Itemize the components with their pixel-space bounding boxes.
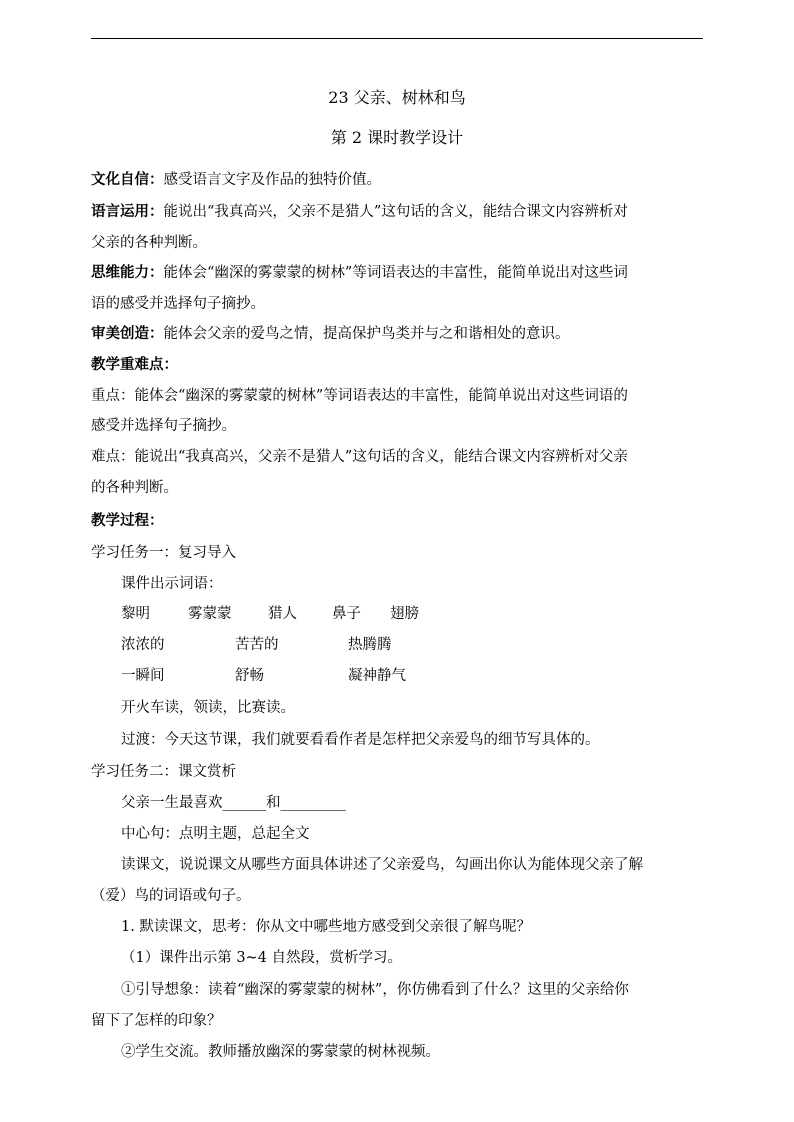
goal-thinking-cont: 语的感受并选择句子摘抄。 bbox=[91, 296, 265, 312]
word: 舒畅 bbox=[235, 668, 264, 684]
task1-title: 学习任务一：复习导入 bbox=[91, 545, 236, 561]
task2-title: 学习任务二：课文赏析 bbox=[91, 764, 236, 780]
goal-aesthetic bbox=[91, 324, 711, 344]
goal-culture bbox=[91, 170, 711, 190]
guide-line1: ①引导想象：读着“幽深的雾蒙蒙的树林”，你仿佛看到了什么？这里的父亲给你 bbox=[121, 982, 629, 998]
word: 猎人 bbox=[268, 606, 297, 622]
document-title: 23 父亲、树林和鸟 bbox=[328, 88, 466, 107]
goal-language bbox=[91, 202, 711, 222]
task2-read-line1: 读课文，说说课文从哪些方面具体讲述了父亲爱鸟，勾画出你认为能体现父亲了解 bbox=[121, 857, 643, 873]
guide-line2: 留下了怎样的印象？ bbox=[91, 1013, 222, 1029]
difficult-point-line1: 难点：能说出“我真高兴，父亲不是猎人”这句话的含义，能结合课文内容辨析对父亲 bbox=[91, 449, 628, 465]
word: 鼻子 bbox=[332, 606, 361, 622]
word: 黎明 bbox=[121, 606, 150, 622]
word: 热腾腾 bbox=[348, 637, 392, 653]
goal-text: 能体会“幽深的雾蒙蒙的树林”等词语表达的丰富性，能简单说出对这些词 bbox=[163, 265, 628, 281]
goal-label: 思维能力： bbox=[91, 264, 164, 281]
header-rule bbox=[91, 38, 703, 39]
word: 翅膀 bbox=[390, 606, 419, 622]
question-1: 1. 默读课文，思考：你从文中哪些地方感受到父亲很了解鸟呢？ bbox=[121, 919, 531, 935]
goal-text: 能体会父亲的爱鸟之情，提高保护鸟类并与之和谐相处的意识。 bbox=[163, 326, 570, 342]
goal-label: 文化自信： bbox=[91, 171, 164, 188]
goal-label: 审美创造： bbox=[91, 325, 164, 342]
key-heading: 教学重难点： bbox=[91, 356, 178, 373]
key-point-line2: 感受并选择句子摘抄。 bbox=[91, 418, 236, 434]
word: 浓浓的 bbox=[121, 637, 165, 653]
task1-read: 开火车读，领读，比赛读。 bbox=[121, 700, 295, 716]
task1-transition: 过渡：今天这节课，我们就要看看作者是怎样把父亲爱鸟的细节写具体的。 bbox=[121, 732, 600, 748]
word: 一瞬间 bbox=[121, 668, 165, 684]
process-heading: 教学过程： bbox=[91, 512, 164, 529]
difficult-point-line2: 的各种判断。 bbox=[91, 480, 178, 496]
task1-show-words: 课件出示词语： bbox=[121, 576, 223, 592]
word: 凝神静气 bbox=[348, 668, 406, 684]
document-subtitle: 第 2 课时教学设计 bbox=[330, 128, 464, 147]
goal-language-cont: 父亲的各种判断。 bbox=[91, 235, 207, 251]
task2-read-line2: （爱）鸟的词语或句子。 bbox=[91, 888, 251, 904]
word: 苦苦的 bbox=[235, 637, 279, 653]
goal-label: 语言运用： bbox=[91, 203, 164, 220]
goal-thinking bbox=[91, 263, 711, 283]
goal-text: 能说出“我真高兴，父亲不是猎人”这句话的含义，能结合课文内容辨析对 bbox=[163, 204, 628, 220]
question-1-sub: （1）课件出示第 3~4 自然段，赏析学习。 bbox=[121, 950, 403, 966]
exchange: ②学生交流。教师播放幽深的雾蒙蒙的树林视频。 bbox=[121, 1044, 440, 1060]
word: 雾蒙蒙 bbox=[188, 606, 232, 622]
task2-center-sentence: 中心句：点明主题，总起全文 bbox=[121, 826, 310, 842]
goal-text: 感受语言文字及作品的独特价值。 bbox=[163, 172, 381, 188]
task2-fill-blank: 父亲一生最喜欢______和_________ bbox=[121, 795, 346, 811]
key-point-line1: 重点：能体会“幽深的雾蒙蒙的树林”等词语表达的丰富性，能简单说出对这些词语的 bbox=[91, 388, 628, 404]
